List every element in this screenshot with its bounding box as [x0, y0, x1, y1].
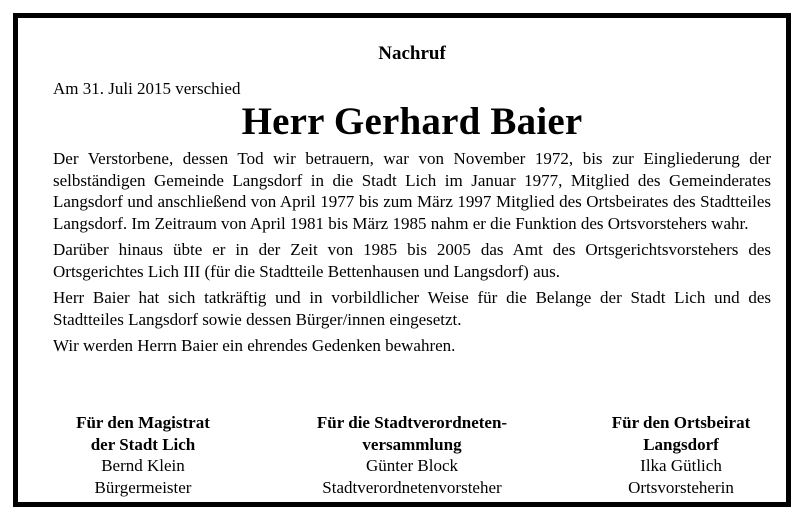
- paragraph-commitment: Herr Baier hat sich tatkräftig und in vorbildlicher Weise für die Belange der Stadt Lich und des Stadtteiles Langsdorf sowie dessen Bürger/innen eingesetzt.: [53, 288, 771, 329]
- signature-block: [53, 412, 771, 498]
- signature-person: Ilka Gütlich: [640, 456, 722, 475]
- signature-role: Stadtverordnetenvorsteher: [322, 477, 502, 497]
- signature-stadtverordnetenversammlung: [292, 412, 532, 498]
- signature-role: Bürgermeister: [94, 477, 192, 497]
- paragraph-remembrance: Wir werden Herrn Baier ein ehrendes Gedenken bewahren.: [53, 336, 456, 355]
- obituary-frame: [13, 13, 791, 507]
- deceased-name: Herr Gerhard Baier: [241, 100, 583, 143]
- signature-role: Ortsvorsteherin: [628, 477, 734, 497]
- signature-org-line2: Langsdorf: [643, 434, 719, 454]
- obituary-content: [53, 42, 771, 497]
- signature-org-line1: Für die Stadtverordneten-: [316, 413, 508, 432]
- signature-org-line1: Für den Ortsbeirat: [611, 413, 751, 432]
- signature-org-line2: versammlung: [362, 434, 462, 454]
- signature-org-line1: Für den Magistrat: [76, 413, 210, 432]
- signature-magistrat: [53, 412, 233, 498]
- paragraph-career: Der Verstorbene, dessen Tod wir betrauern, war von November 1972, bis zur Eingliederung der selbständigen Gemeinde Langsdorf in die Stadt Lich im Januar 1977, Mitglied des Gemeinderates Langsdorf und anschließend von April 1977 bis zum März 1997 Mitglied des Ortsbeirates des Stadtteiles Langsdorf. Im Zeitraum von April 1981 bis März 1985 nahm er die Funktion des Ortsvorstehers wahr.: [53, 149, 771, 233]
- signature-person: Bernd Klein: [101, 456, 185, 475]
- intro-line: Am 31. Juli 2015 verschied: [53, 79, 241, 98]
- obituary-heading: Nachruf: [378, 43, 446, 64]
- signature-org-line2: der Stadt Lich: [90, 434, 196, 454]
- paragraph-court-office: Darüber hinaus übte er in der Zeit von 1985 bis 2005 das Amt des Ortsgerichtsvorstehers des Ortsgerichtes Lich III (für die Stadtteile Bettenhausen und Langsdorf) aus.: [53, 240, 771, 281]
- signature-person: Günter Block: [365, 456, 459, 475]
- signature-ortsbeirat: [591, 412, 771, 498]
